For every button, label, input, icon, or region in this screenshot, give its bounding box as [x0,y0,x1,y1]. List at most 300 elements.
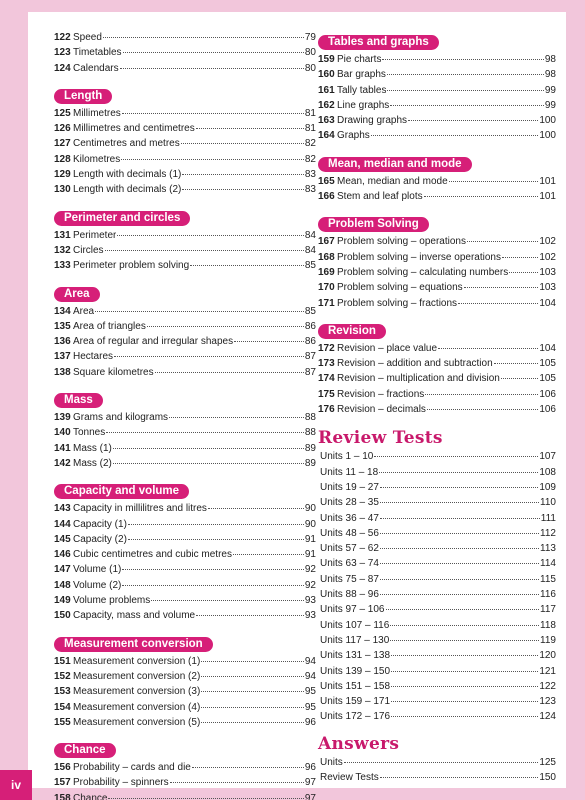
toc-entry [318,389,556,404]
toc-entry [318,267,556,282]
dot-leader [382,59,543,60]
entry-title: Mass (1) [73,442,112,454]
entry-title: Probability – spinners [73,777,169,789]
entry-title: Units 1 – 10 [320,451,374,463]
page-number: 83 [304,169,316,181]
page-number: 95 [304,701,316,713]
unit-number: 122 [54,32,71,43]
toc-entry [54,47,316,62]
toc-entry [54,154,316,169]
entry-title: Millimetres and centimetres [73,123,195,135]
toc-entry [54,184,316,199]
page-number: 101 [539,175,556,187]
dot-leader [122,113,304,114]
page-number: 110 [540,497,556,509]
entry-title: Grams and kilograms [73,412,169,424]
dot-leader [467,241,538,242]
dot-leader [192,767,304,768]
entry-title: Review Tests [320,771,379,783]
toc-entry [54,260,316,275]
page-number: 106 [539,404,556,416]
unit-number: 152 [54,670,71,682]
toc-entry-unnumbered [318,650,556,665]
toc-entry [54,32,316,47]
page-number: 87 [304,366,316,378]
page-number: 82 [304,153,316,165]
page-number: 101 [539,191,556,203]
page-number: 105 [539,373,556,385]
toc-entry [54,138,316,153]
toc-entry [54,458,316,473]
page-number: 111 [540,512,556,524]
toc-section [54,86,316,200]
entry-title: Area of triangles [73,320,146,332]
dot-leader [380,487,538,488]
entry-title: Timetables [73,47,122,59]
page-number: 122 [539,680,556,692]
unit-number: 145 [54,533,71,545]
toc-entry [54,336,316,351]
toc-entry [54,412,316,427]
dot-leader [380,548,539,549]
dot-leader [380,777,539,778]
page-number: 91 [304,533,316,545]
toc-entry [318,358,556,373]
toc-entry-unnumbered [318,451,556,466]
page-number: 85 [304,260,316,272]
section-heading: Capacity and volume [54,484,189,499]
dot-leader [114,356,304,357]
unit-number: 175 [318,388,335,400]
entry-title: Units 19 – 27 [320,481,379,493]
dot-leader [449,181,539,182]
section-heading: Chance [54,743,116,758]
entry-title: Hectares [73,351,114,363]
unit-number: 149 [54,595,71,607]
dot-leader [427,409,538,410]
entry-title: Units 172 – 176 [320,711,391,723]
toc-entry [318,130,556,145]
dot-leader [196,128,304,129]
dot-leader [128,524,304,525]
unit-number: 160 [318,69,335,81]
dot-leader [190,265,304,266]
entry-title: Perimeter [73,229,117,241]
entry-title: Calendars [73,62,119,74]
entry-title: Mass (2) [73,457,112,469]
section-heading: Length [54,89,112,104]
section-heading: Area [54,287,100,302]
toc-entry [54,777,316,792]
entry-title: Stem and leaf plots [337,191,423,203]
toc-section [54,634,316,732]
unit-number: 168 [318,251,335,263]
dot-leader [201,661,304,662]
toc-entry [54,367,316,382]
contents-page [28,12,566,800]
entry-title: Length with decimals (2) [73,184,182,196]
page-number: 117 [540,604,556,616]
page-number: 103 [539,266,556,278]
toc-section [54,32,316,78]
page-number: 86 [304,320,316,332]
toc-entry-unnumbered [318,558,556,573]
toc-entry [318,54,556,69]
page-number: 81 [304,107,316,119]
entry-title: Speed [73,32,102,43]
dot-leader [208,508,304,509]
unit-number: 163 [318,115,335,127]
dot-leader [408,120,538,121]
page-number: 125 [539,756,556,768]
page-number: 121 [539,665,556,677]
dot-leader [501,378,538,379]
unit-number: 166 [318,191,335,203]
toc-entry-unnumbered [318,666,556,681]
page-number: 82 [304,138,316,150]
unit-number: 154 [54,701,71,713]
dot-leader [464,287,539,288]
dot-leader [170,782,304,783]
toc-entry-unnumbered [318,772,556,787]
entry-title: Volume (2) [73,579,122,591]
toc-entry [54,519,316,534]
unit-number: 165 [318,175,335,187]
entry-title: Capacity, mass and volume [73,610,196,622]
unit-number: 147 [54,564,71,576]
dot-leader [196,615,304,616]
toc-entry [54,427,316,442]
unit-number: 150 [54,610,71,622]
section-heading: Tables and graphs [318,35,439,50]
unit-number: 176 [318,404,335,416]
page-number: 105 [539,358,556,370]
dot-leader [391,686,538,687]
page-number: 116 [540,589,556,601]
unit-number: 131 [54,229,71,241]
dot-leader [371,135,539,136]
unit-number: 156 [54,762,71,774]
dot-leader [374,456,538,457]
toc-entry [54,671,316,686]
page-number: 90 [304,518,316,530]
dot-leader [502,257,538,258]
left-column [54,32,316,800]
toc-entry [54,534,316,549]
entry-title: Revision – fractions [337,388,425,400]
toc-section [318,32,556,146]
entry-title: Chance [73,792,108,800]
dot-leader [391,671,538,672]
page-number: 99 [544,99,556,111]
page-number: 107 [539,451,556,463]
toc-entry [318,69,556,84]
entry-title: Length with decimals (1) [73,169,182,181]
dot-leader [458,303,538,304]
dot-leader [151,600,304,601]
dot-leader [120,68,304,69]
unit-number: 172 [318,342,335,354]
page-number: 80 [304,62,316,74]
page-number: 97 [304,777,316,789]
dot-leader [380,563,539,564]
page-number: 84 [304,244,316,256]
page-number: 95 [304,686,316,698]
page-number: 97 [304,792,316,800]
entry-title: Units 48 – 56 [320,527,379,539]
toc-section [318,154,556,207]
unit-number: 128 [54,153,71,165]
unit-number: 123 [54,47,71,59]
entry-title: Units [320,756,343,768]
page-number: 94 [304,670,316,682]
toc-entry-unnumbered [318,528,556,543]
toc-entry [318,85,556,100]
unit-number: 135 [54,320,71,332]
unit-number: 139 [54,412,71,424]
toc-entry-unnumbered [318,757,556,772]
dot-leader [233,554,304,555]
unit-number: 130 [54,184,71,196]
toc-entry-unnumbered [318,589,556,604]
dot-leader [380,518,540,519]
toc-entry [54,610,316,625]
unit-number: 155 [54,716,71,728]
toc-entry [54,321,316,336]
entry-title: Units 131 – 138 [320,650,391,662]
toc-entry [318,236,556,251]
right-column [318,32,556,787]
dot-leader [379,472,538,473]
dot-leader [391,655,538,656]
dot-leader [181,143,304,144]
toc-entry [54,564,316,579]
dot-leader [387,74,544,75]
unit-number: 126 [54,123,71,135]
toc-entry [318,282,556,297]
dot-leader [122,569,304,570]
unit-number: 157 [54,777,71,789]
entry-title: Units 139 – 150 [320,665,391,677]
page-number: 91 [304,549,316,561]
entry-title: Units 151 – 158 [320,680,391,692]
toc-entry [318,373,556,388]
entry-title: Kilometres [73,153,121,165]
dot-leader [122,585,304,586]
toc-entry-unnumbered [318,482,556,497]
entry-title: Measurement conversion (5) [73,716,201,728]
entry-title: Capacity in millilitres and litres [73,503,207,515]
review-tests-heading: Review Tests [318,428,443,449]
dot-leader [106,432,304,433]
page-number: 84 [304,229,316,241]
dot-leader [390,640,539,641]
toc-section [54,481,316,625]
entry-title: Problem solving – fractions [337,297,458,309]
toc-entry [318,115,556,130]
page-number: 90 [304,503,316,515]
entry-title: Bar graphs [337,69,386,81]
entry-title: Units 159 – 171 [320,696,391,708]
entry-title: Line graphs [337,99,390,111]
page-number: 115 [540,573,556,585]
toc-entry-unnumbered [318,711,556,726]
section-heading: Mean, median and mode [318,157,472,172]
page-number: 113 [540,543,556,555]
toc-entry [318,298,556,313]
unit-number: 127 [54,138,71,150]
page-number: 85 [304,305,316,317]
toc-entry [54,686,316,701]
entry-title: Area [73,305,95,317]
toc-entry [318,176,556,191]
unit-number: 146 [54,549,71,561]
page-number: 120 [539,650,556,662]
dot-leader [494,363,539,364]
unit-number: 138 [54,366,71,378]
page-number: 96 [304,762,316,774]
unit-number: 171 [318,297,335,309]
entry-title: Units 57 – 62 [320,543,379,555]
unit-number: 159 [318,54,335,65]
toc-entry [54,762,316,777]
entry-title: Units 28 – 35 [320,497,379,509]
toc-entry [54,702,316,717]
entry-title: Units 75 – 87 [320,573,379,585]
unit-number: 133 [54,260,71,272]
entry-title: Units 36 – 47 [320,512,379,524]
dot-leader [147,326,304,327]
entry-title: Capacity (1) [73,518,127,530]
answers-list [318,757,556,788]
dot-leader [201,676,304,677]
page-number: 114 [540,558,556,570]
toc-entry [318,404,556,419]
entry-title: Units 97 – 106 [320,604,385,616]
page-number: 86 [304,336,316,348]
entry-title: Measurement conversion (3) [73,686,201,698]
page-number: 118 [540,619,556,631]
page-number-tab: iv [0,770,32,800]
entry-title: Units 117 – 130 [320,634,390,646]
entry-title: Measurement conversion (2) [73,670,201,682]
unit-number: 164 [318,130,335,142]
dot-leader [380,502,539,503]
page-number: 89 [304,442,316,454]
dot-leader [387,90,543,91]
toc-section [54,390,316,473]
entry-title: Problem solving – equations [337,282,463,294]
unit-number: 142 [54,457,71,469]
unit-number: 129 [54,169,71,181]
dot-leader [113,448,304,449]
unit-number: 153 [54,686,71,698]
toc-entry-unnumbered [318,620,556,635]
section-heading: Mass [54,393,103,408]
toc-entry [318,343,556,358]
entry-title: Capacity (2) [73,533,127,545]
toc-entry [318,100,556,115]
page-number: 99 [544,84,556,96]
toc-entry-unnumbered [318,604,556,619]
entry-title: Volume problems [73,595,151,607]
dot-leader [201,722,304,723]
entry-title: Measurement conversion (4) [73,701,201,713]
entry-title: Drawing graphs [337,115,408,127]
page-number: 108 [539,466,556,478]
dot-leader [424,196,539,197]
page-number: 124 [539,711,556,723]
unit-number: 161 [318,84,335,96]
dot-leader [117,235,304,236]
toc-entry [54,717,316,732]
unit-number: 144 [54,518,71,530]
toc-entry [54,108,316,123]
toc-entry [54,549,316,564]
toc-entry-unnumbered [318,635,556,650]
section-heading: Revision [318,324,386,339]
toc-entry-unnumbered [318,467,556,482]
toc-section [318,214,556,312]
entry-title: Revision – decimals [337,404,426,416]
page-number: 96 [304,716,316,728]
page-number: 83 [304,184,316,196]
toc-entry-unnumbered [318,497,556,512]
dot-leader [425,394,538,395]
dot-leader [108,798,303,799]
entry-title: Area of regular and irregular shapes [73,336,234,348]
section-heading: Problem Solving [318,217,429,232]
unit-number: 169 [318,266,335,278]
unit-number: 151 [54,655,71,667]
page-number: 104 [539,297,556,309]
dot-leader [182,174,303,175]
dot-leader [438,348,538,349]
toc-entry [54,123,316,138]
toc-entry [318,191,556,206]
unit-number: 162 [318,99,335,111]
page-number: 102 [539,251,556,263]
toc-entry [54,63,316,78]
entry-title: Revision – place value [337,342,438,354]
unit-number: 137 [54,351,71,363]
dot-leader [95,311,304,312]
toc-entry-unnumbered [318,543,556,558]
page-number: 81 [304,123,316,135]
page-number: 92 [304,579,316,591]
entry-title: Circles [73,244,104,256]
dot-leader [391,701,538,702]
toc-section [318,321,556,419]
toc-entry-unnumbered [318,696,556,711]
page-number: 80 [304,47,316,59]
page-number: 104 [539,342,556,354]
unit-number: 125 [54,107,71,119]
entry-title: Tonnes [73,427,106,439]
page-number: 150 [539,771,556,783]
toc-entry [318,252,556,267]
dot-leader [123,52,304,53]
entry-title: Millimetres [73,107,121,119]
dot-leader [380,579,539,580]
toc-section [54,208,316,276]
unit-number: 143 [54,503,71,515]
toc-entry [54,306,316,321]
toc-entry [54,169,316,184]
toc-entry-unnumbered [318,513,556,528]
entry-title: Problem solving – calculating numbers [337,266,509,278]
page-number: 100 [539,130,556,142]
